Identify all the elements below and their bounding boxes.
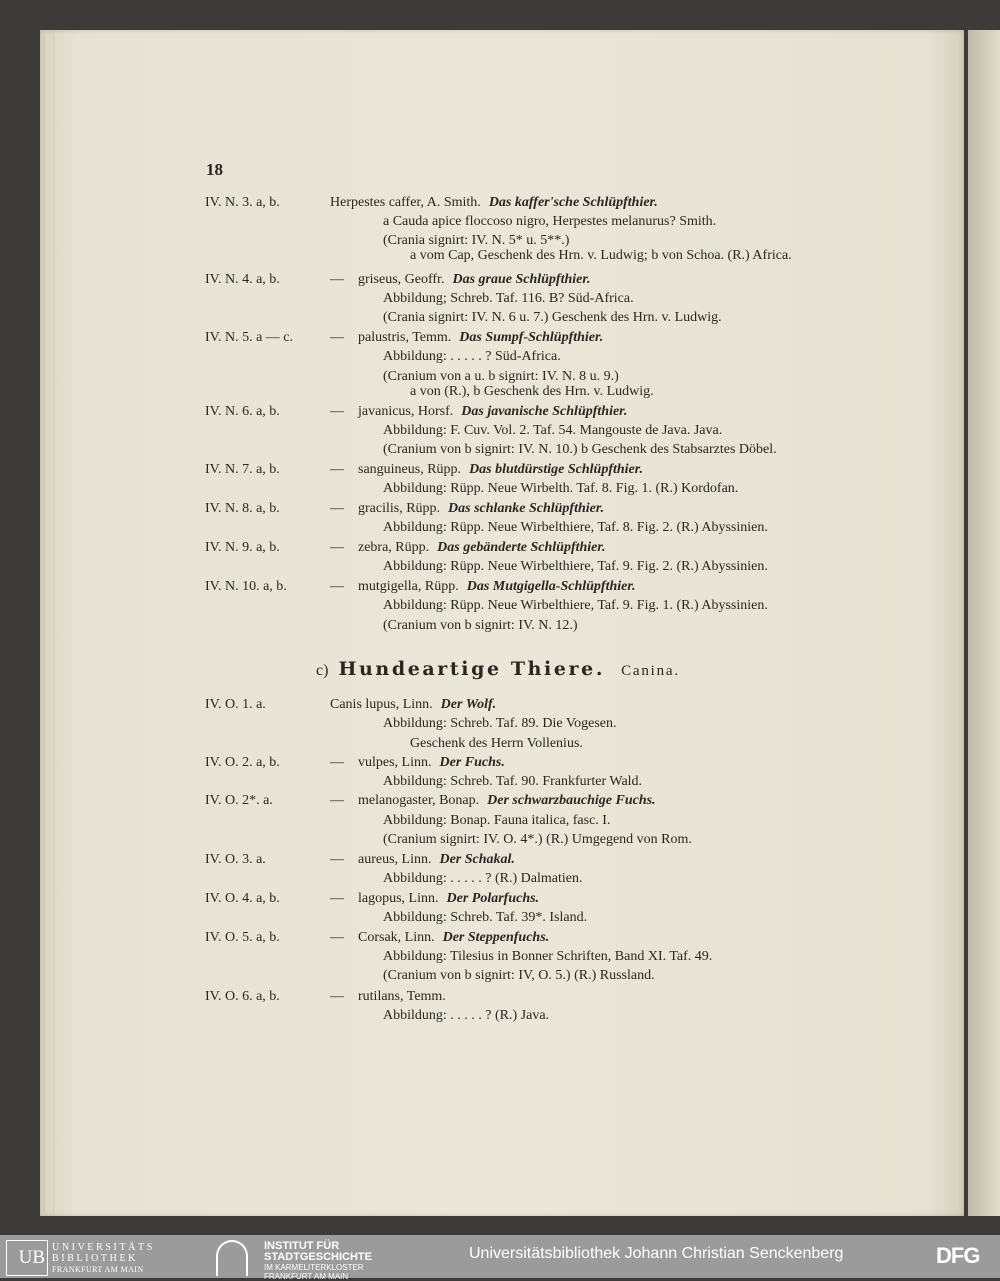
entry-code: IV. N. 5. a — c.	[205, 330, 294, 345]
entry-name	[358, 272, 591, 288]
entry-detail: (Crania signirt: IV. N. 5* u. 5**.)	[383, 233, 570, 248]
species-name: Canis lupus, Linn.	[330, 697, 433, 712]
entry-dash: —	[330, 755, 344, 770]
entry-name	[358, 540, 606, 556]
section-title: Hundeartige Thiere.	[338, 658, 606, 680]
footer-bar	[0, 1235, 1000, 1281]
page-number: 18	[206, 160, 223, 179]
entry-detail: Abbildung: Schreb. Taf. 39*. Island.	[383, 910, 588, 925]
species-name: vulpes, Linn.	[358, 755, 432, 770]
entry-detail: (Crania signirt: IV. N. 6 u. 7.) Geschenk des Hrn. v. Ludwig.	[383, 310, 722, 325]
entry-code: IV. N. 3. a, b.	[205, 195, 280, 210]
german-name: Der Fuchs.	[439, 755, 505, 770]
entry-detail: (Cranium von a u. b signirt: IV. N. 8 u. 9.)	[383, 369, 619, 384]
entry-code: IV. N. 4. a, b.	[205, 272, 280, 287]
dfg-logo[interactable]: DFG	[936, 1243, 980, 1268]
german-name: Der Polarfuchs.	[446, 891, 540, 906]
species-name: sanguineus, Rüpp.	[358, 462, 462, 477]
german-name: Das schlanke Schlüpfthier.	[448, 501, 605, 516]
entry-name	[358, 755, 505, 771]
entry-dash: —	[330, 330, 344, 345]
species-name: zebra, Rüpp.	[358, 540, 430, 555]
german-name: Das Sumpf-Schlüpfthier.	[459, 330, 604, 345]
next-page-edge	[968, 30, 1000, 1216]
entry-name	[358, 462, 643, 478]
species-name: lagopus, Linn.	[358, 891, 439, 906]
entry-name	[358, 891, 539, 907]
entry-dash: —	[330, 891, 344, 906]
entry-dash: —	[330, 540, 344, 555]
entry-code: IV. N. 6. a, b.	[205, 404, 280, 419]
species-name: rutilans, Temm.	[358, 989, 446, 1004]
entry-dash: —	[330, 404, 344, 419]
isg-line-1: INSTITUT FÜR	[264, 1240, 340, 1252]
entry-name	[358, 793, 656, 809]
german-name: Das graue Schlüpfthier.	[452, 272, 591, 287]
entry-name	[358, 930, 549, 946]
entry-code: IV. O. 6. a, b.	[205, 989, 280, 1004]
ub-logo[interactable]: UB	[6, 1240, 48, 1276]
section-prefix: c)	[316, 662, 329, 679]
entry-name	[330, 195, 658, 211]
entry-code: IV. N. 8. a, b.	[205, 501, 280, 516]
species-name: Herpestes caffer, A. Smith.	[330, 195, 481, 210]
german-name: Der Schakal.	[439, 852, 515, 867]
entry-name	[358, 989, 446, 1005]
species-name: melanogaster, Bonap.	[358, 793, 480, 808]
entry-name	[330, 697, 496, 713]
section-heading	[316, 658, 680, 680]
entry-detail: a von (R.), b Geschenk des Hrn. v. Ludwig.	[410, 384, 654, 399]
entry-dash: —	[330, 852, 344, 867]
isg-line-3: IM KARMELITERKLOSTER	[264, 1263, 364, 1272]
entry-dash: —	[330, 989, 344, 1004]
ub-line-2: BIBLIOTHEK	[52, 1253, 138, 1264]
entry-code: IV. O. 4. a, b.	[205, 891, 280, 906]
entry-detail: a vom Cap, Geschenk des Hrn. v. Ludwig; b von Schoa. (R.) Africa.	[410, 248, 792, 263]
entry-detail: (Cranium signirt: IV. O. 4*.) (R.) Umgegend von Rom.	[383, 832, 692, 847]
library-name-link[interactable]: Universitätsbibliothek Johann Christian Senckenberg	[469, 1245, 844, 1262]
section-latin: Canina.	[621, 663, 680, 679]
entry-detail: Abbildung: Bonap. Fauna italica, fasc. I.	[383, 813, 611, 828]
entry-detail: Abbildung: Rüpp. Neue Wirbelth. Taf. 8. Fig. 1. (R.) Kordofan.	[383, 481, 739, 496]
species-name: aureus, Linn.	[358, 852, 432, 867]
entry-code: IV. O. 5. a, b.	[205, 930, 280, 945]
species-name: griseus, Geoffr.	[358, 272, 445, 287]
entry-detail: Abbildung: Rüpp. Neue Wirbelthiere, Taf. 8. Fig. 2. (R.) Abyssinien.	[383, 520, 768, 535]
entry-detail: Abbildung: . . . . . ? (R.) Dalmatien.	[383, 871, 583, 886]
entry-code: IV. N. 7. a, b.	[205, 462, 280, 477]
entry-dash: —	[330, 272, 344, 287]
entry-name	[358, 330, 603, 346]
ub-logo-text[interactable]	[52, 1242, 155, 1275]
german-name: Der Steppenfuchs.	[442, 930, 550, 945]
german-name: Der Wolf.	[440, 697, 497, 712]
entry-detail: Abbildung: Schreb. Taf. 90. Frankfurter Wald.	[383, 774, 643, 789]
entry-detail: Abbildung: . . . . . ? (R.) Java.	[383, 1008, 550, 1023]
entry-detail: Abbildung: Tilesius in Bonner Schriften, Band XI. Taf. 49.	[383, 949, 713, 964]
entry-detail: Abbildung; Schreb. Taf. 116. B? Süd-Africa.	[383, 291, 634, 306]
isg-logo-text[interactable]	[264, 1241, 372, 1281]
entry-detail: a Cauda apice floccoso nigro, Herpestes melanurus? Smith.	[383, 214, 717, 229]
entry-detail: (Cranium von b signirt: IV, O. 5.) (R.) Russland.	[383, 968, 655, 983]
entry-dash: —	[330, 462, 344, 477]
isg-line-4: FRANKFURT AM MAIN	[264, 1272, 349, 1281]
entry-code: IV. O. 3. a.	[205, 852, 266, 867]
isg-arch-icon	[216, 1240, 248, 1276]
page-edge	[44, 36, 54, 1212]
german-name: Das javanische Schlüpfthier.	[461, 404, 628, 419]
species-name: javanicus, Horsf.	[358, 404, 454, 419]
entry-code: IV. N. 9. a, b.	[205, 540, 280, 555]
ub-line-1: UNIVERSITÄTS	[52, 1242, 155, 1253]
entry-code: IV. O. 2. a, b.	[205, 755, 280, 770]
entry-dash: —	[330, 579, 344, 594]
german-name: Das blutdürstige Schlüpfthier.	[469, 462, 643, 477]
isg-line-2: STADTGESCHICHTE	[264, 1251, 372, 1263]
entry-name	[358, 501, 604, 517]
entry-detail: Abbildung: Rüpp. Neue Wirbelthiere, Taf. 9. Fig. 1. (R.) Abyssinien.	[383, 598, 768, 613]
entry-detail: Abbildung: Rüpp. Neue Wirbelthiere, Taf. 9. Fig. 2. (R.) Abyssinien.	[383, 559, 768, 574]
entry-detail: Abbildung: . . . . . ? Süd-Africa.	[383, 349, 561, 364]
species-name: gracilis, Rüpp.	[358, 501, 441, 516]
entry-dash: —	[330, 930, 344, 945]
entry-detail: (Cranium von b signirt: IV. N. 12.)	[383, 618, 578, 633]
entry-detail: Geschenk des Herrn Vollenius.	[410, 736, 583, 751]
german-name: Das gebänderte Schlüpfthier.	[437, 540, 606, 555]
entry-code: IV. N. 10. a, b.	[205, 579, 287, 594]
species-name: palustris, Temm.	[358, 330, 452, 345]
entry-dash: —	[330, 501, 344, 516]
entry-name	[358, 579, 636, 595]
german-name: Das kaffer'sche Schlüpfthier.	[488, 195, 658, 210]
entry-detail: Abbildung: Schreb. Taf. 89. Die Vogesen.	[383, 716, 617, 731]
german-name: Das Mutgigella-Schlüpfthier.	[466, 579, 636, 594]
entry-code: IV. O. 1. a.	[205, 697, 266, 712]
species-name: Corsak, Linn.	[358, 930, 435, 945]
species-name: mutgigella, Rüpp.	[358, 579, 459, 594]
entry-name	[358, 404, 627, 420]
entry-detail: Abbildung: F. Cuv. Vol. 2. Taf. 54. Mangouste de Java. Java.	[383, 423, 723, 438]
german-name: Der schwarzbauchige Fuchs.	[487, 793, 656, 808]
entry-detail: (Cranium von b signirt: IV. N. 10.) b Geschenk des Stabsarztes Döbel.	[383, 442, 777, 457]
entry-dash: —	[330, 793, 344, 808]
ub-line-3: FRANKFURT AM MAIN	[52, 1265, 144, 1274]
entry-name	[358, 852, 515, 868]
entry-code: IV. O. 2*. a.	[205, 793, 273, 808]
